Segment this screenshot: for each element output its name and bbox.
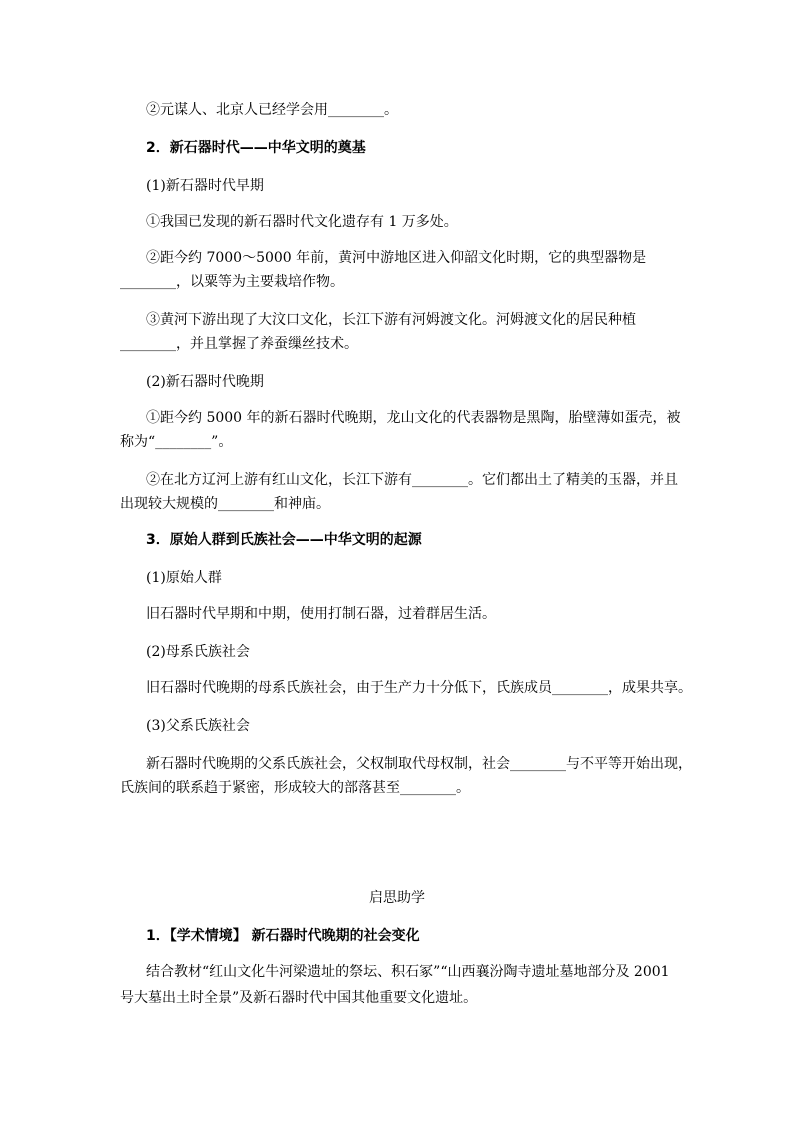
section-heading: 2．新石器时代——中华文明的奠基 [146,140,366,156]
text-line: ①距今约 5000 年的新石器时代晚期，龙山文化的代表器物是黑陶，胎壁薄如蛋壳，被 [146,410,681,426]
subheading: (1)新石器时代早期 [146,178,264,194]
text-line: ________，并且掌握了养蚕缫丝技术。 [120,336,358,352]
text-line: ③黄河下游出现了大汶口文化，长江下游有河姆渡文化。河姆渡文化的居民种植 [146,312,636,328]
text-line: 旧石器时代晚期的母系氏族社会，由于生产力十分低下，氏族成员________，成果共享。 [146,680,692,696]
text-line: 结合教材“红山文化牛河梁遗址的祭坛、积石冢”“山西襄汾陶寺遗址墓地部分及 2001 [146,964,670,980]
section-heading: 3．原始人群到氏族社会——中华文明的起源 [146,532,422,548]
subheading: (2)母系氏族社会 [146,644,250,660]
subheading: (1)原始人群 [146,570,222,586]
text-line: ②距今约 7000～5000 年前，黄河中游地区进入仰韶文化时期，它的典型器物是 [146,250,647,266]
text-line: 氏族间的联系趋于紧密，形成较大的部落甚至________。 [120,780,470,796]
text-line: 旧石器时代早期和中期，使用打制石器，过着群居生活。 [146,606,496,622]
text-line: ②在北方辽河上游有红山文化，长江下游有________。它们都出土了精美的玉器，并且 [146,472,678,488]
subheading: (2)新石器时代晚期 [146,374,264,390]
text-line: ①我国已发现的新石器时代文化遗存有 1 万多处。 [146,214,458,230]
text-line: 新石器时代晚期的父系氏族社会，父权制取代母权制，社会________与不平等开始出现， [146,756,692,772]
text-line: ②元谋人、北京人已经学会用________。 [146,102,398,118]
section-heading: 1．【学术情境】 新石器时代晚期的社会变化 [146,928,420,944]
section-title: 启思助学 [369,890,425,906]
text-line: ________，以粟等为主要栽培作物。 [120,274,344,290]
text-line: 称为“________”。 [120,434,233,450]
subheading: (3)父系氏族社会 [146,718,250,734]
text-line: 出现较大规模的________和神庙。 [120,496,330,512]
text-line: 号大墓出土时全景”及新石器时代中国其他重要文化遗址。 [120,990,478,1006]
